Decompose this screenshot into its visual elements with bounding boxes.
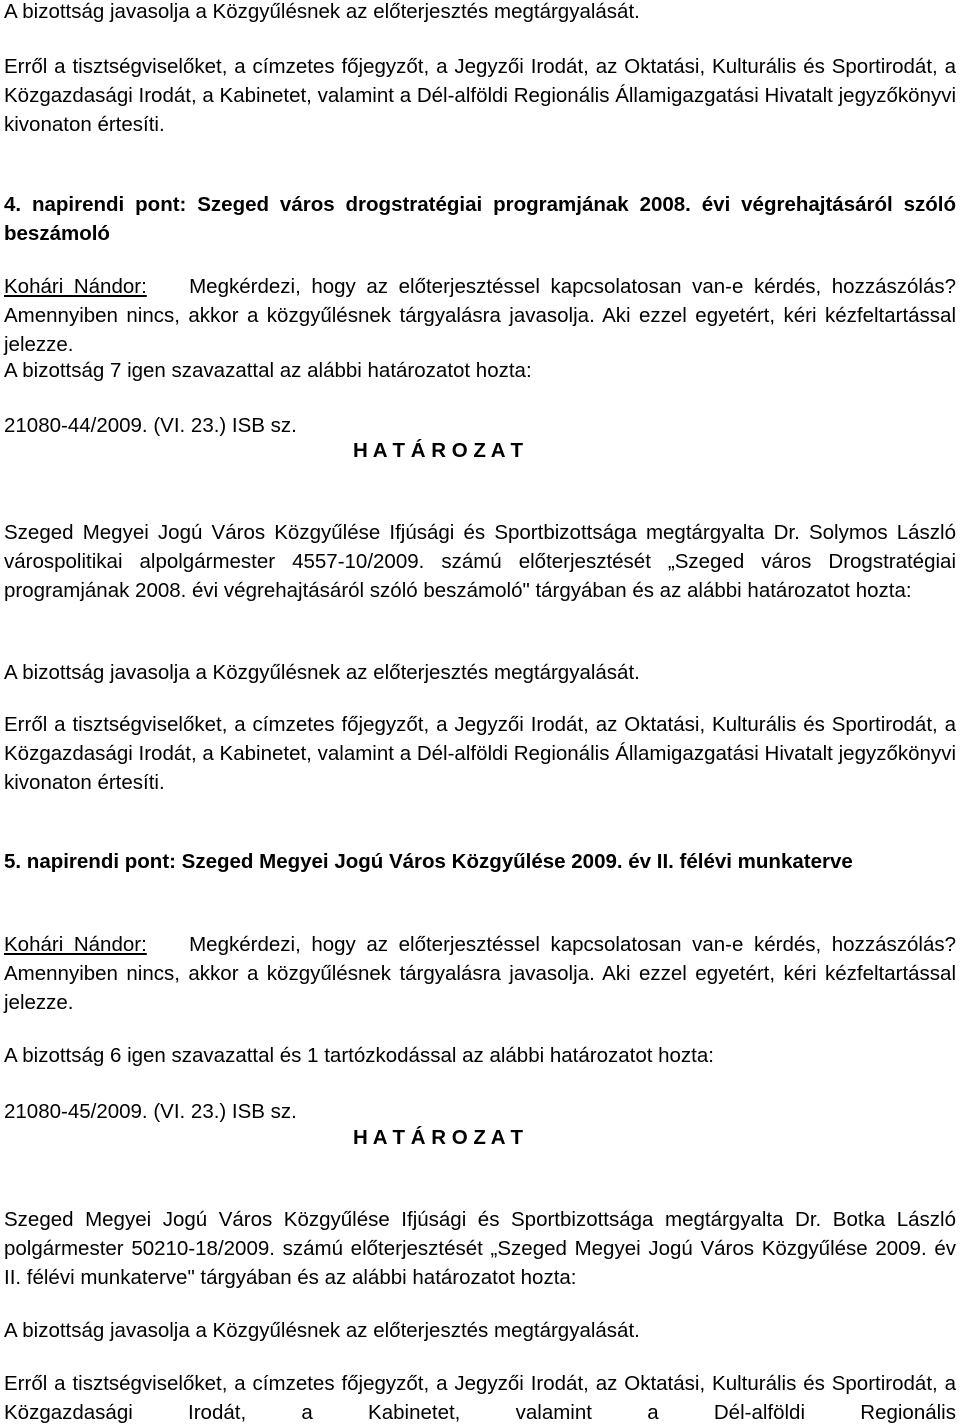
- speaker-paragraph: [4, 930, 956, 1017]
- vote-result: A bizottság 6 igen szavazattal és 1 tartózkodással az alábbi határozatot hozta:: [4, 1044, 714, 1067]
- resolution-number: 21080-45/2009. (VI. 23.) ISB sz.: [4, 1100, 297, 1123]
- speaker-remark: Megkérdezi, hogy az előterjesztéssel kapcsolatosan van-e kérdés, hozzászólás? Amennyiben nincs, akkor a közgyűlésnek tárgyalásra javasolja. Aki ezzel egyetért, kéri kézfeltartással jelezze.: [4, 275, 956, 356]
- resolution-body: Szeged Megyei Jogú Város Közgyűlése Ifjúsági és Sportbizottsága megtárgyalta Dr. Botka László polgármester 50210-18/2009. számú előterjesztését „Szeged Megyei Jogú Város Közgyűlése 2009. év II. félévi munkaterve" tárgyában és az alábbi határozatot hozta:: [4, 1208, 956, 1289]
- resolution-notification: Erről a tisztségviselőket, a címzetes főjegyzőt, a Jegyzői Irodát, az Oktatási, Kulturális és Sportirodát, a Közgazdasági Irodát, a Kabinetet, valamint a Dél-alföldi Regionális: [4, 1372, 956, 1424]
- resolution-decision: A bizottság javasolja a Közgyűlésnek az előterjesztés megtárgyalását.: [4, 661, 640, 684]
- resolution-body: Szeged Megyei Jogú Város Közgyűlése Ifjúsági és Sportbizottsága megtárgyalta Dr. Solymos László várospolitikai alpolgármester 4557-10/2009. számú előterjesztését „Szeged város Drogstratégiai programjának 2008. évi végrehajtásáról szóló beszámoló" tárgyában és az alábbi határozatot hozta:: [4, 521, 956, 602]
- resolution-heading: H A T Á R O Z A T: [353, 1126, 524, 1149]
- resolution-decision: A bizottság javasolja a Közgyűlésnek az előterjesztés megtárgyalását.: [4, 1319, 640, 1342]
- decision-paragraph: A bizottság javasolja a Közgyűlésnek az előterjesztés megtárgyalását.: [4, 0, 640, 23]
- speaker-remark: Megkérdezi, hogy az előterjesztéssel kapcsolatosan van-e kérdés, hozzászólás? Amennyiben nincs, akkor a közgyűlésnek tárgyalásra javasolja. Aki ezzel egyetért, kéri kézfeltartással jelezze.: [4, 933, 956, 1014]
- vote-result: A bizottság 7 igen szavazattal az alábbi határozatot hozta:: [4, 359, 532, 382]
- agenda-item-5-title: 5. napirendi pont: Szeged Megyei Jogú Város Közgyűlése 2009. év II. félévi munkaterve: [4, 850, 853, 873]
- speaker-name: Kohári Nándor:: [4, 933, 147, 956]
- speaker-paragraph: [4, 272, 956, 359]
- resolution-notification: Erről a tisztségviselőket, a címzetes főjegyzőt, a Jegyzői Irodát, az Oktatási, Kulturális és Sportirodát, a Közgazdasági Irodát, a Kabinetet, valamint a Dél-alföldi Regionális Államigazgatási Hivatalt jegyzőkönyvi kivonaton értesíti.: [4, 713, 956, 794]
- resolution-heading: H A T Á R O Z A T: [353, 439, 524, 462]
- agenda-item-4-title: 4. napirendi pont: Szeged város drogstratégiai programjának 2008. évi végrehajtásáról szóló beszámoló: [4, 193, 956, 245]
- resolution-number: 21080-44/2009. (VI. 23.) ISB sz.: [4, 414, 297, 437]
- notification-paragraph: Erről a tisztségviselőket, a címzetes főjegyzőt, a Jegyzői Irodát, az Oktatási, Kulturális és Sportirodát, a Közgazdasági Irodát, a Kabinetet, valamint a Dél-alföldi Regionális Államigazgatási Hivatalt jegyzőkönyvi kivonaton értesíti.: [4, 55, 956, 136]
- speaker-name: Kohári Nándor:: [4, 275, 147, 298]
